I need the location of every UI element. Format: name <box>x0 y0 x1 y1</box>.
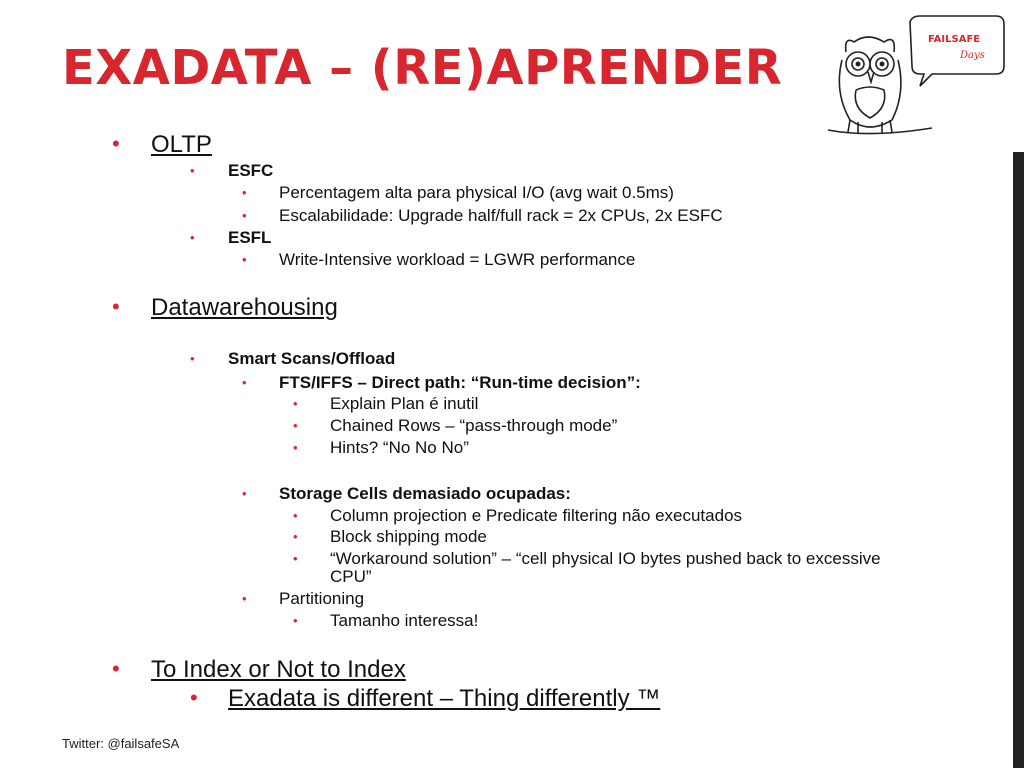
list-item-text: Block shipping mode <box>330 527 487 546</box>
list-item-text: Tamanho interessa! <box>330 611 479 630</box>
bullet-dot: • <box>242 208 247 223</box>
esfc-label: ESFC <box>228 161 274 180</box>
logo-text: FAILSAFE <box>928 34 981 45</box>
bullet-dot: • <box>242 486 247 501</box>
list-item-text: Hints? “No No No” <box>330 438 469 457</box>
list-item-text: Percentagem alta para physical I/O (avg wait 0.5ms) <box>279 183 674 202</box>
logo-subtext: Days <box>960 50 985 61</box>
twitter-footer: Twitter: @failsafeSA <box>62 736 180 751</box>
bullet-dot: • <box>190 351 195 366</box>
partitioning-label: Partitioning <box>279 589 365 608</box>
bullet-dot: • <box>242 375 247 390</box>
storage-cells-label: Storage Cells demasiado ocupadas: <box>279 484 571 503</box>
bullet-dot: • <box>242 252 247 267</box>
bullet-dot: • <box>293 396 298 411</box>
esfl-label: ESFL <box>228 228 272 247</box>
bullet-dot: • <box>112 131 120 156</box>
bullet-dot: • <box>190 230 195 245</box>
fts-label: FTS/IFFS – Direct path: “Run-time decision”: <box>279 373 641 392</box>
bullet-dot: • <box>242 591 247 606</box>
list-item-text: “Workaround solution” – “cell physical IO bytes pushed back to excessive <box>330 549 881 568</box>
list-item-text: Column projection e Predicate filtering não executados <box>330 506 743 525</box>
smart-scans-label: Smart Scans/Offload <box>228 349 396 368</box>
list-item-text: CPU” <box>330 567 372 586</box>
oltp-label: OLTP <box>151 131 212 158</box>
bullet-dot: • <box>242 185 247 200</box>
bullet-dot: • <box>293 508 298 523</box>
bullet-dot: • <box>293 418 298 433</box>
slide-title: EXADATA – (RE)APRENDER <box>62 40 783 96</box>
bullet-dot: • <box>293 529 298 544</box>
list-item-text: Write-Intensive workload = LGWR performance <box>279 250 636 269</box>
exadata-different-label: Exadata is different – Thing differently ™ <box>228 685 661 712</box>
to-index-label: To Index or Not to Index <box>151 656 406 683</box>
datawarehousing-label: Datawarehousing <box>151 294 338 321</box>
list-item-text: Chained Rows – “pass-through mode” <box>330 416 618 435</box>
slide-edge-bar <box>1013 152 1024 768</box>
list-item-text: Escalabilidade: Upgrade half/full rack = 2x CPUs, 2x ESFC <box>279 206 723 225</box>
bullet-dot: • <box>112 656 120 681</box>
owl-logo <box>820 12 1010 142</box>
bullet-dot: • <box>293 440 298 455</box>
bullet-dot: • <box>112 294 120 319</box>
bullet-dot: • <box>190 685 198 710</box>
bullet-dot: • <box>190 163 195 178</box>
bullet-dot: • <box>293 551 298 566</box>
list-item-text: Explain Plan é inutil <box>330 394 479 413</box>
bullet-dot: • <box>293 613 298 628</box>
